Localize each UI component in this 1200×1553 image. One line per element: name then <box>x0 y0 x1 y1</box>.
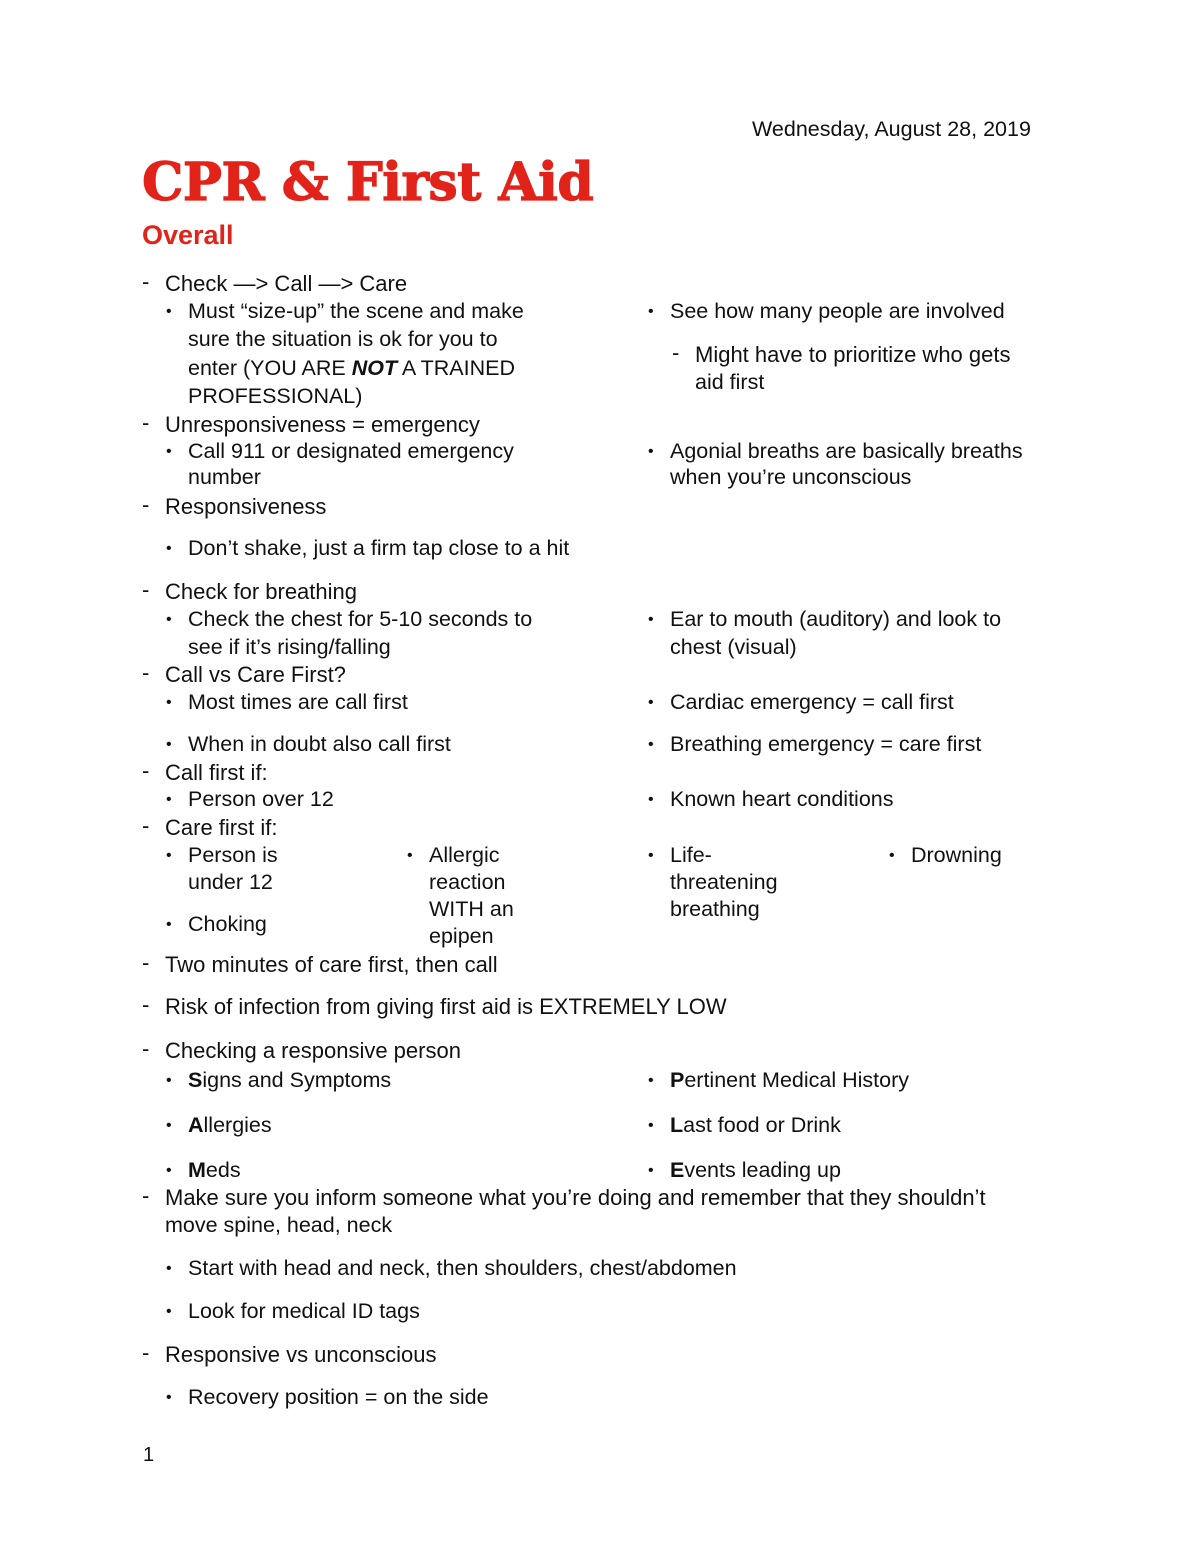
list-item: • See how many people are involved <box>648 298 1005 326</box>
list-item-continuation: enter (YOU ARE NOT A TRAINED <box>188 356 515 380</box>
list-item: • Events leading up <box>648 1157 841 1185</box>
list-item-continuation: epipen <box>429 924 494 948</box>
list-item: • Must “size-up” the scene and make <box>166 298 524 326</box>
list-item: • Life- <box>648 842 712 870</box>
page-number: 1 <box>143 1444 155 1466</box>
list-item: • Known heart conditions <box>648 786 894 814</box>
list-item: - Check for breathing <box>142 578 357 606</box>
list-item-continuation: under 12 <box>188 870 273 894</box>
emphasis-text: NOT <box>351 356 398 380</box>
list-item: • Cardiac emergency = call first <box>648 689 954 717</box>
list-item-continuation: when you’re unconscious <box>670 465 912 489</box>
list-item: - Two minutes of care first, then call <box>142 951 498 979</box>
list-item: • Signs and Symptoms <box>166 1067 391 1095</box>
list-item: - Might have to prioritize who gets <box>672 341 1011 369</box>
list-item: • Most times are call first <box>166 689 408 717</box>
list-item: - Care first if: <box>142 814 277 842</box>
section-heading: Overall <box>142 220 234 250</box>
list-item: - Responsiveness <box>142 493 326 521</box>
list-item: • Person is <box>166 842 278 870</box>
list-item: - Checking a responsive person <box>142 1037 461 1065</box>
list-item: • When in doubt also call first <box>166 731 451 759</box>
list-item: • Recovery position = on the side <box>166 1384 489 1412</box>
list-item: • Ear to mouth (auditory) and look to <box>648 606 1001 634</box>
list-item: • Don’t shake, just a firm tap close to a hit <box>166 535 569 563</box>
list-item: • Agonial breaths are basically breaths <box>648 438 1023 466</box>
list-item-continuation: threatening <box>670 870 778 894</box>
list-item: - Check —> Call —> Care <box>142 270 407 298</box>
list-item-continuation: aid first <box>695 370 765 394</box>
list-item-continuation: reaction <box>429 870 506 894</box>
list-item: • Person over 12 <box>166 786 334 814</box>
list-item-continuation: sure the situation is ok for you to <box>188 327 498 351</box>
list-item-continuation: chest (visual) <box>670 635 797 659</box>
list-item-continuation: number <box>188 465 261 489</box>
list-item: • Breathing emergency = care first <box>648 731 981 759</box>
list-item: - Unresponsiveness = emergency <box>142 411 480 439</box>
list-item-continuation: see if it’s rising/falling <box>188 635 391 659</box>
list-item: - Call vs Care First? <box>142 661 346 689</box>
list-item: - Make sure you inform someone what you’re doing and remember that they shouldn’t <box>142 1184 986 1212</box>
list-item-continuation: move spine, head, neck <box>165 1213 393 1237</box>
list-item: • Allergies <box>166 1112 272 1140</box>
list-item: • Allergic <box>407 842 500 870</box>
list-item-continuation: WITH an <box>429 897 514 921</box>
list-item-continuation: PROFESSIONAL) <box>188 384 363 408</box>
list-item: • Drowning <box>889 842 1002 870</box>
document-date: Wednesday, August 28, 2019 <box>752 117 1031 141</box>
list-item: • Check the chest for 5-10 seconds to <box>166 606 532 634</box>
list-item-continuation: breathing <box>670 897 760 921</box>
list-item: • Start with head and neck, then shoulders, chest/abdomen <box>166 1255 737 1283</box>
list-item: • Last food or Drink <box>648 1112 841 1140</box>
list-item: • Meds <box>166 1157 241 1185</box>
list-item: - Responsive vs unconscious <box>142 1341 436 1369</box>
list-item: - Risk of infection from giving first aid is EXTREMELY LOW <box>142 993 727 1021</box>
list-item: • Call 911 or designated emergency <box>166 438 514 466</box>
document-title: CPR & First Aid <box>142 152 594 213</box>
list-item: • Look for medical ID tags <box>166 1298 420 1326</box>
list-item: • Choking <box>166 911 267 939</box>
list-item: • Pertinent Medical History <box>648 1067 909 1095</box>
list-item: - Call first if: <box>142 759 268 787</box>
